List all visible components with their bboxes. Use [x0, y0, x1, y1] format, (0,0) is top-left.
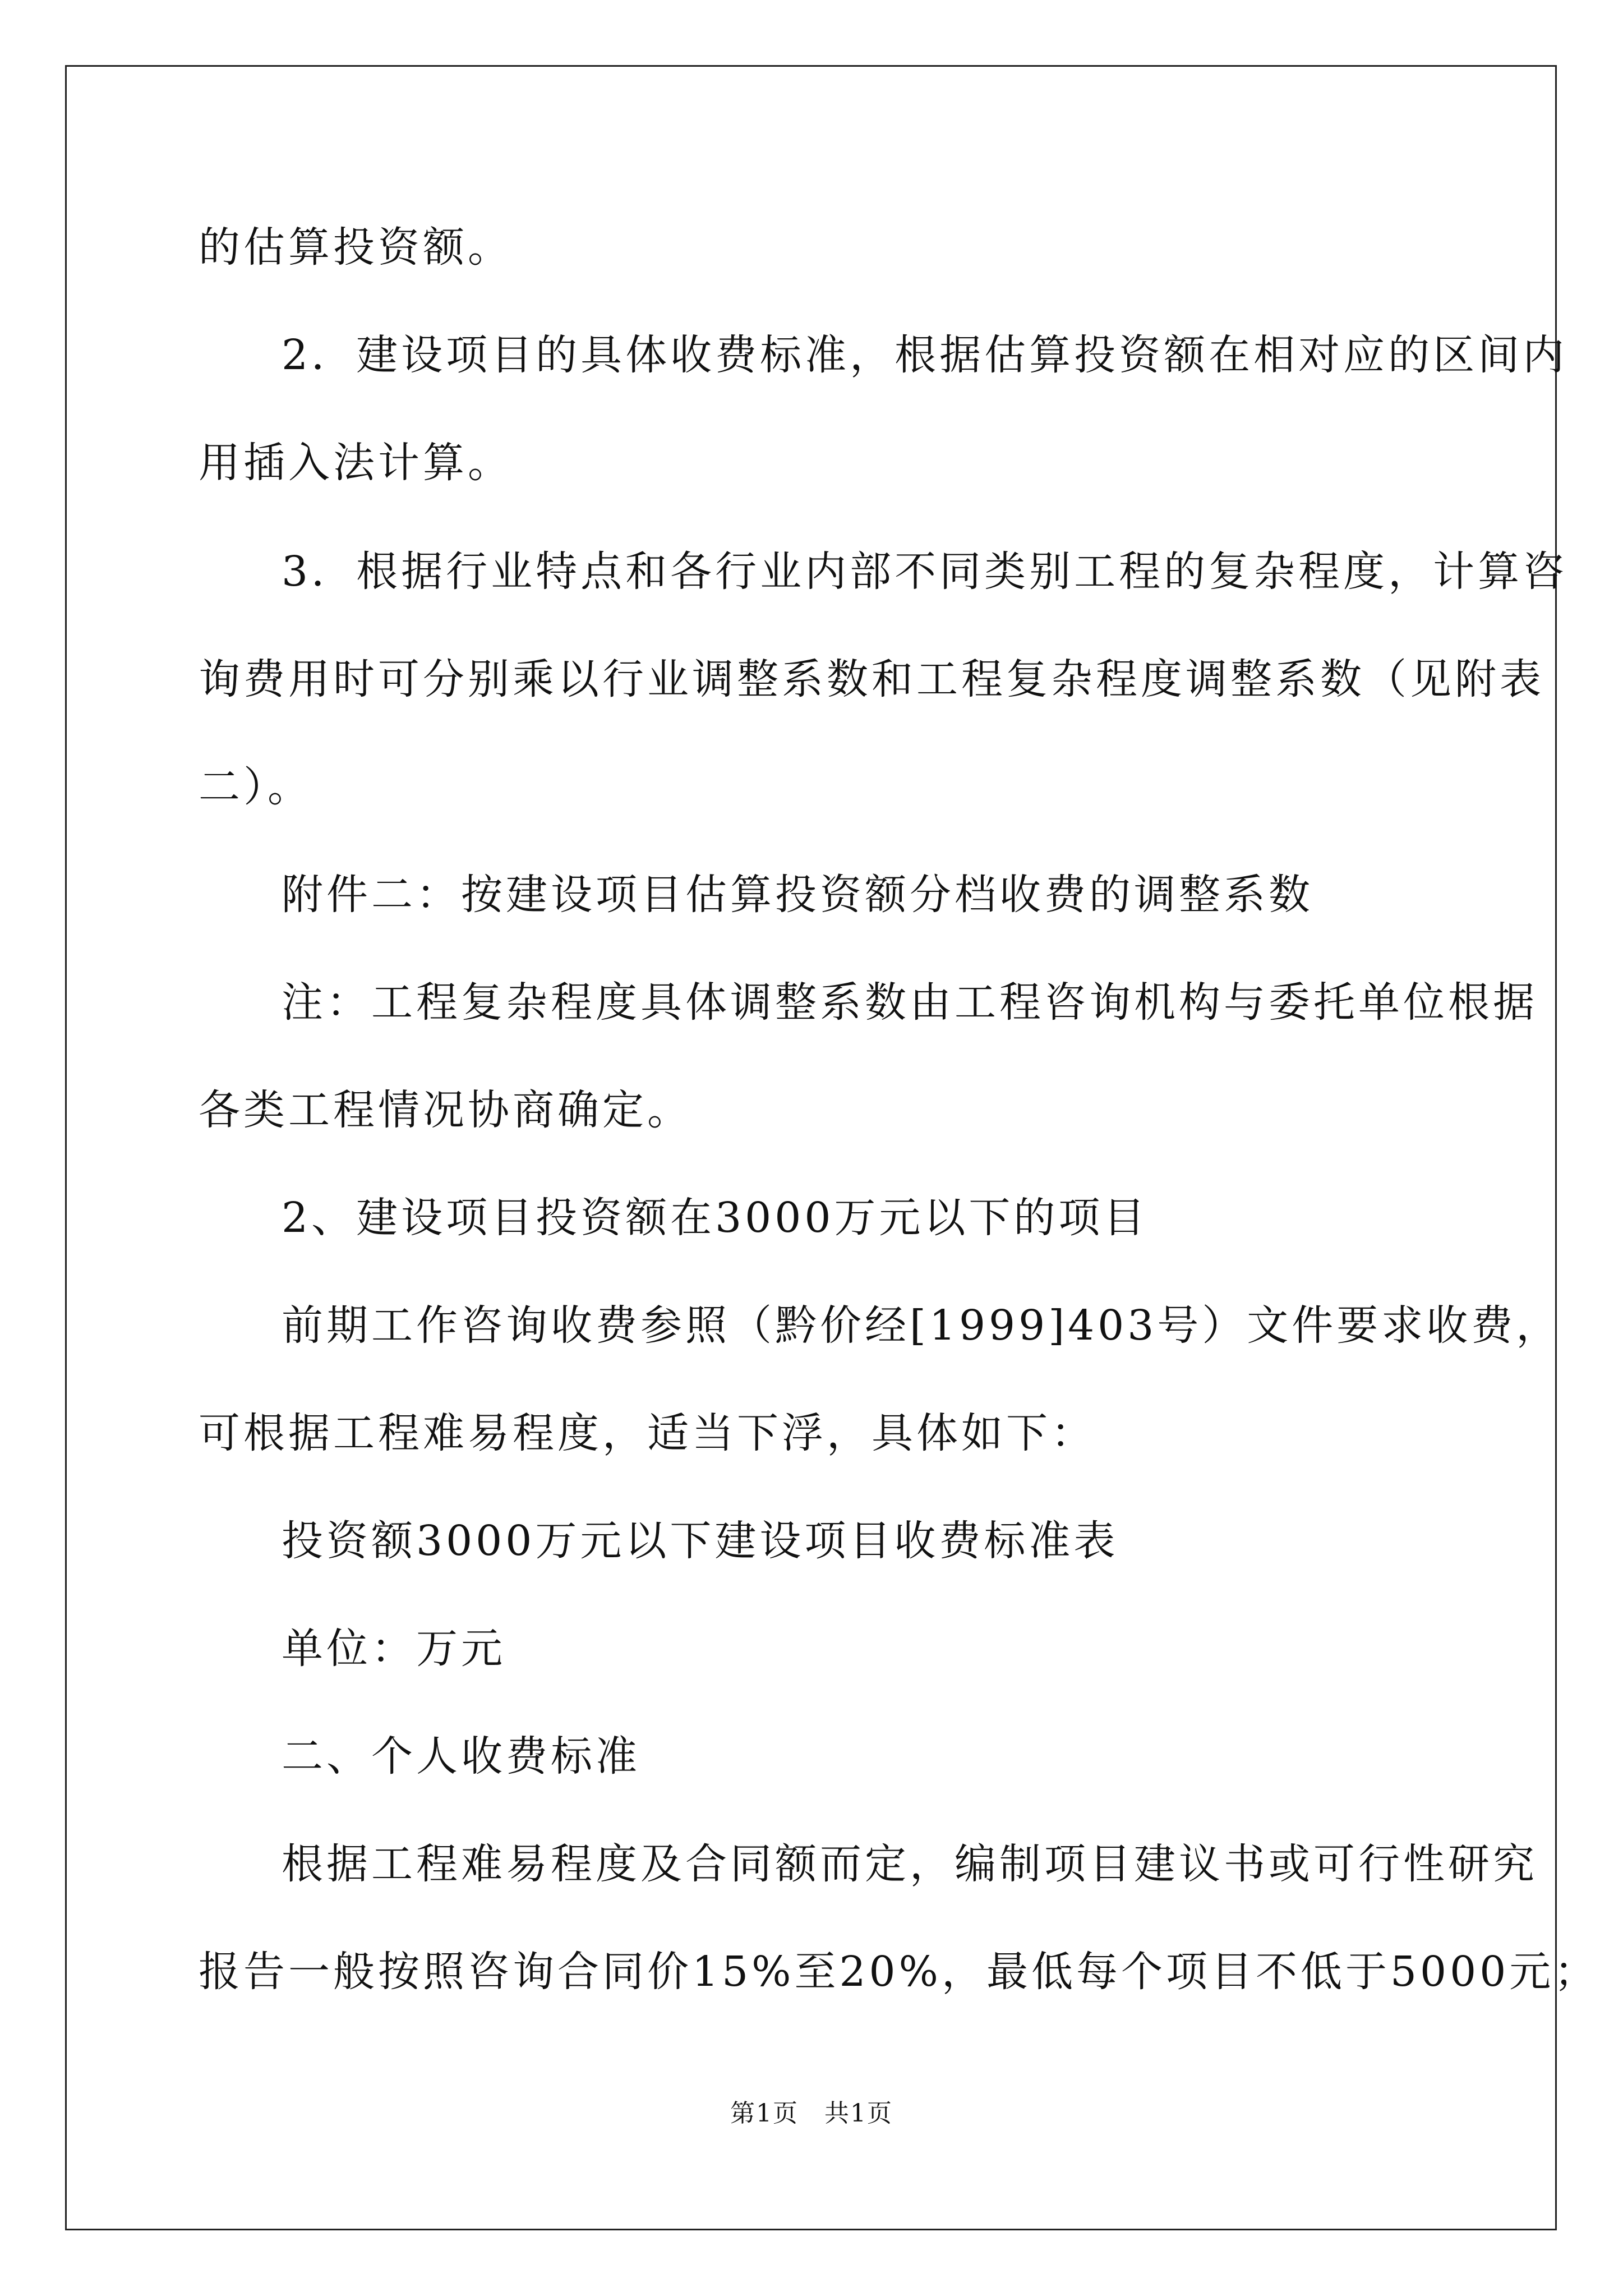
paragraph-line: 的估算投资额。 [199, 223, 513, 272]
paragraph-line: 二）。 [199, 763, 312, 811]
section-heading: 二、个人收费标准 [282, 1732, 640, 1780]
paragraph-line: 投资额3000万元以下建设项目收费标准表 [282, 1517, 1119, 1565]
page-footer: 第1页 共1页 [730, 2099, 893, 2128]
paragraph-line: 单位：万元 [282, 1625, 506, 1673]
paragraph-line: 2、建设项目投资额在3000万元以下的项目 [282, 1194, 1149, 1242]
paragraph-line: 报告一般按照咨询合同价15%至20%，最低每个项目不低于5000元； [199, 1948, 1599, 1996]
paragraph-line: 前期工作咨询收费参照（黔价经[1999]403号）文件要求收费， [282, 1301, 1561, 1350]
paragraph-line: 可根据工程难易程度，适当下浮，具体如下： [199, 1409, 1096, 1457]
paragraph-line: 注：工程复杂程度具体调整系数由工程咨询机构与委托单位根据 [282, 978, 1538, 1027]
paragraph-line: 用插入法计算。 [199, 439, 513, 487]
paragraph-line: 附件二：按建设项目估算投资额分档收费的调整系数 [282, 871, 1313, 919]
paragraph-line: 2．建设项目的具体收费标准，根据估算投资额在相对应的区间内 [282, 331, 1568, 379]
paragraph-line: 各类工程情况协商确定。 [199, 1086, 692, 1134]
paragraph-line: 根据工程难易程度及合同额而定，编制项目建议书或可行性研究 [282, 1840, 1538, 1888]
paragraph-line: 3．根据行业特点和各行业内部不同类别工程的复杂程度，计算咨 [282, 547, 1568, 596]
page-border [65, 65, 1557, 2230]
paragraph-line: 询费用时可分别乘以行业调整系数和工程复杂程度调整系数（见附表 [199, 655, 1544, 703]
